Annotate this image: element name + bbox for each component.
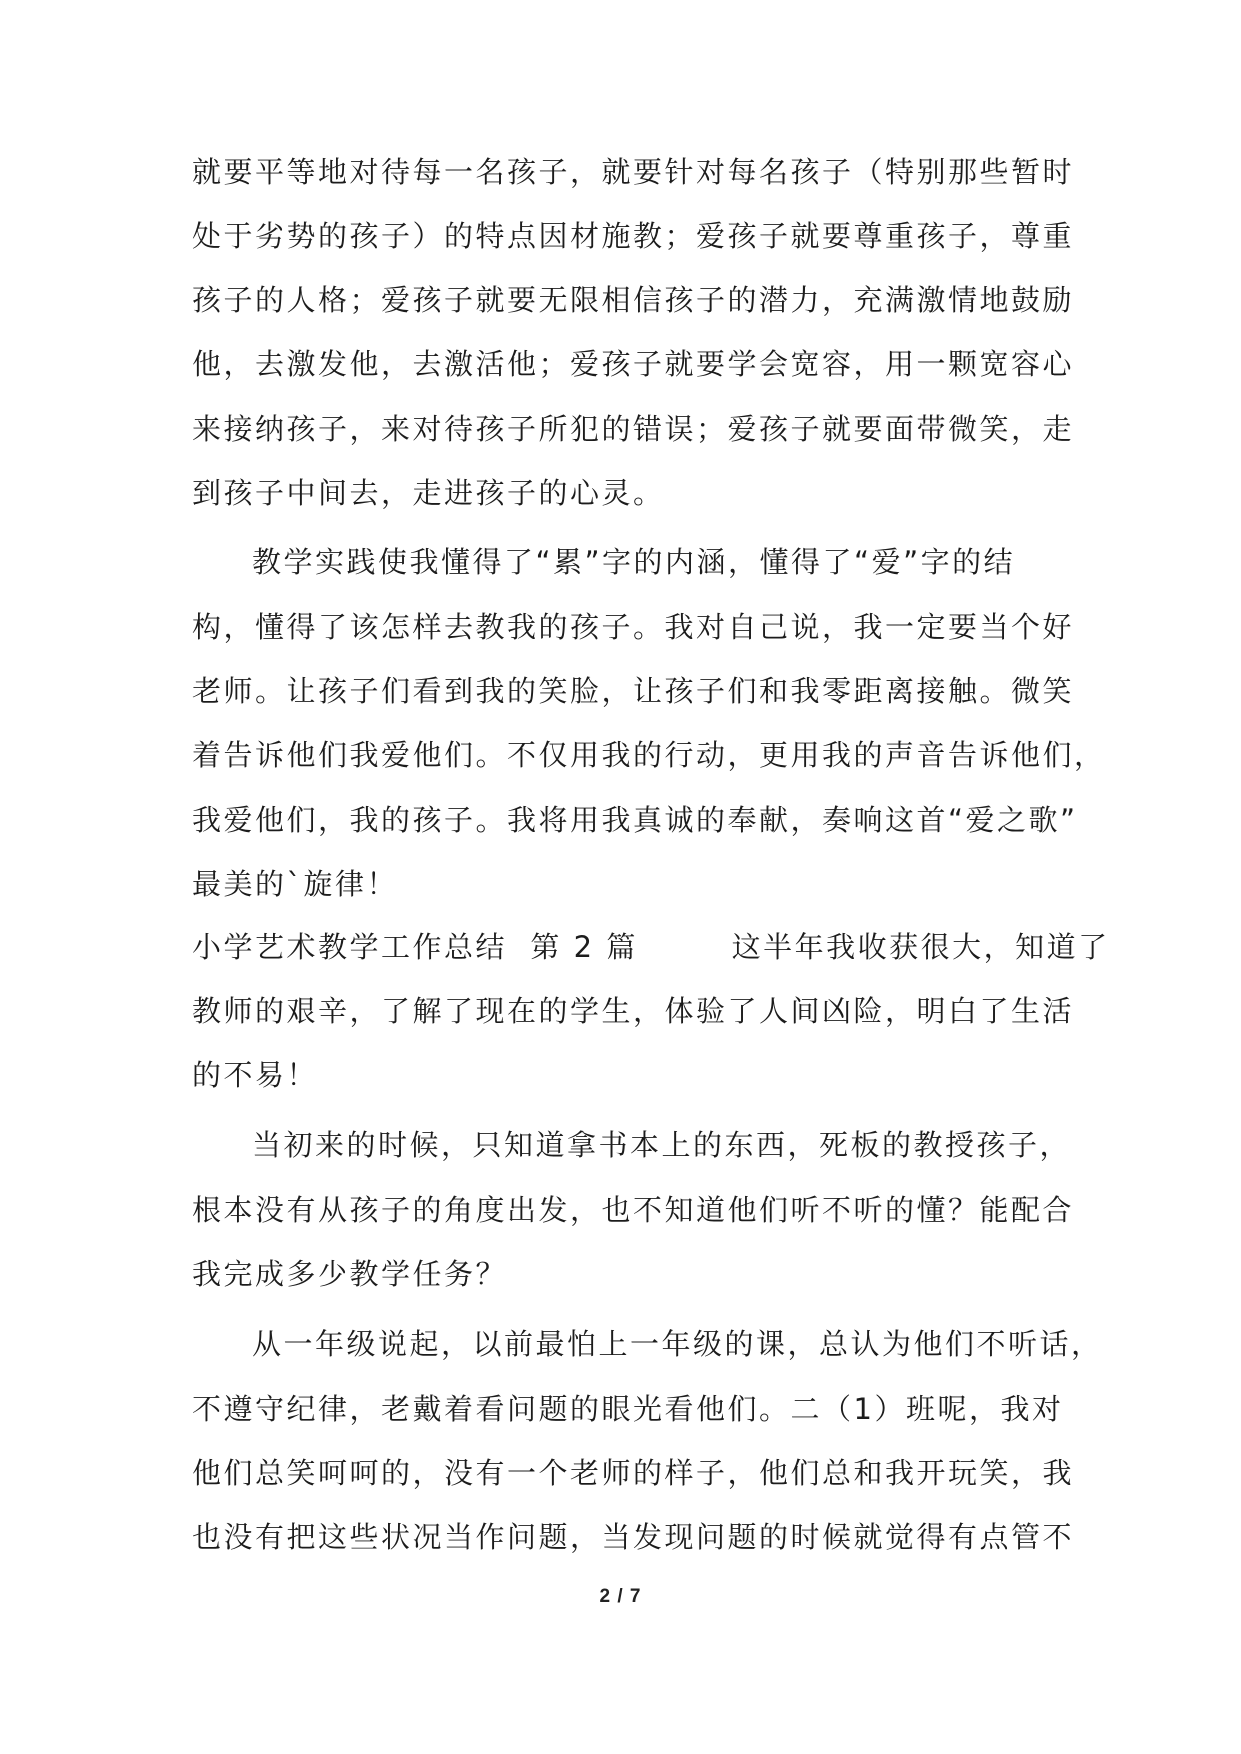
text-line: 最美的`旋律！ [192, 867, 399, 901]
text-line: 根本没有从孩子的角度出发，也不知道他们听不听的懂？能配合 [192, 1193, 1075, 1227]
text-line: 教师的艰辛，了解了现在的学生，体验了人间凶险，明白了生活 [192, 994, 1075, 1028]
text-line: 我爱他们，我的孩子。我将用我真诚的奉献，奏响这首“爱之歌” [192, 803, 1078, 837]
text-line: 到孩子中间去，走进孩子的心灵。 [192, 476, 665, 510]
text-line: 他，去激发他，去激活他；爱孩子就要学会宽容，用一颗宽容心 [192, 347, 1075, 381]
text-line: 教学实践使我懂得了“累”字的内涵，懂得了“爱”字的结 [252, 545, 1016, 579]
text-line: 处于劣势的孩子）的特点因材施教；爱孩子就要尊重孩子，尊重 [192, 219, 1075, 253]
text-line: 老师。让孩子们看到我的笑脸，让孩子们和我零距离接触。微笑 [192, 674, 1075, 708]
text-line: 不遵守纪律，老戴着看问题的眼光看他们。二（1）班呢，我对 [192, 1392, 1064, 1426]
text-line: 他们总笑呵呵的，没有一个老师的样子，他们总和我开玩笑，我 [192, 1456, 1075, 1490]
text-line: 构，懂得了该怎样去教我的孩子。我对自己说，我一定要当个好 [192, 610, 1075, 644]
section-heading-line: 小学艺术教学工作总结 第 2 篇 这半年我收获很大，知道了 [192, 930, 1110, 964]
text-line: 着告诉他们我爱他们。不仅用我的行动，更用我的声音告诉他们， [192, 738, 1106, 772]
text-line: 当初来的时候，只知道拿书本上的东西，死板的教授孩子， [252, 1128, 1072, 1162]
text-line: 的不易！ [192, 1058, 319, 1092]
text-line: 来接纳孩子，来对待孩子所犯的错误；爱孩子就要面带微笑，走 [192, 412, 1075, 446]
text-line: 也没有把这些状况当作问题，当发现问题的时候就觉得有点管不 [192, 1520, 1075, 1554]
text-line: 孩子的人格；爱孩子就要无限相信孩子的潜力，充满激情地鼓励 [192, 283, 1075, 317]
page-number: 2 / 7 [599, 1586, 642, 1607]
text-line: 从一年级说起，以前最怕上一年级的课，总认为他们不听话， [252, 1327, 1103, 1361]
text-line: 我完成多少教学任务？ [192, 1257, 508, 1291]
text-line: 就要平等地对待每一名孩子，就要针对每名孩子（特别那些暂时 [192, 155, 1075, 189]
